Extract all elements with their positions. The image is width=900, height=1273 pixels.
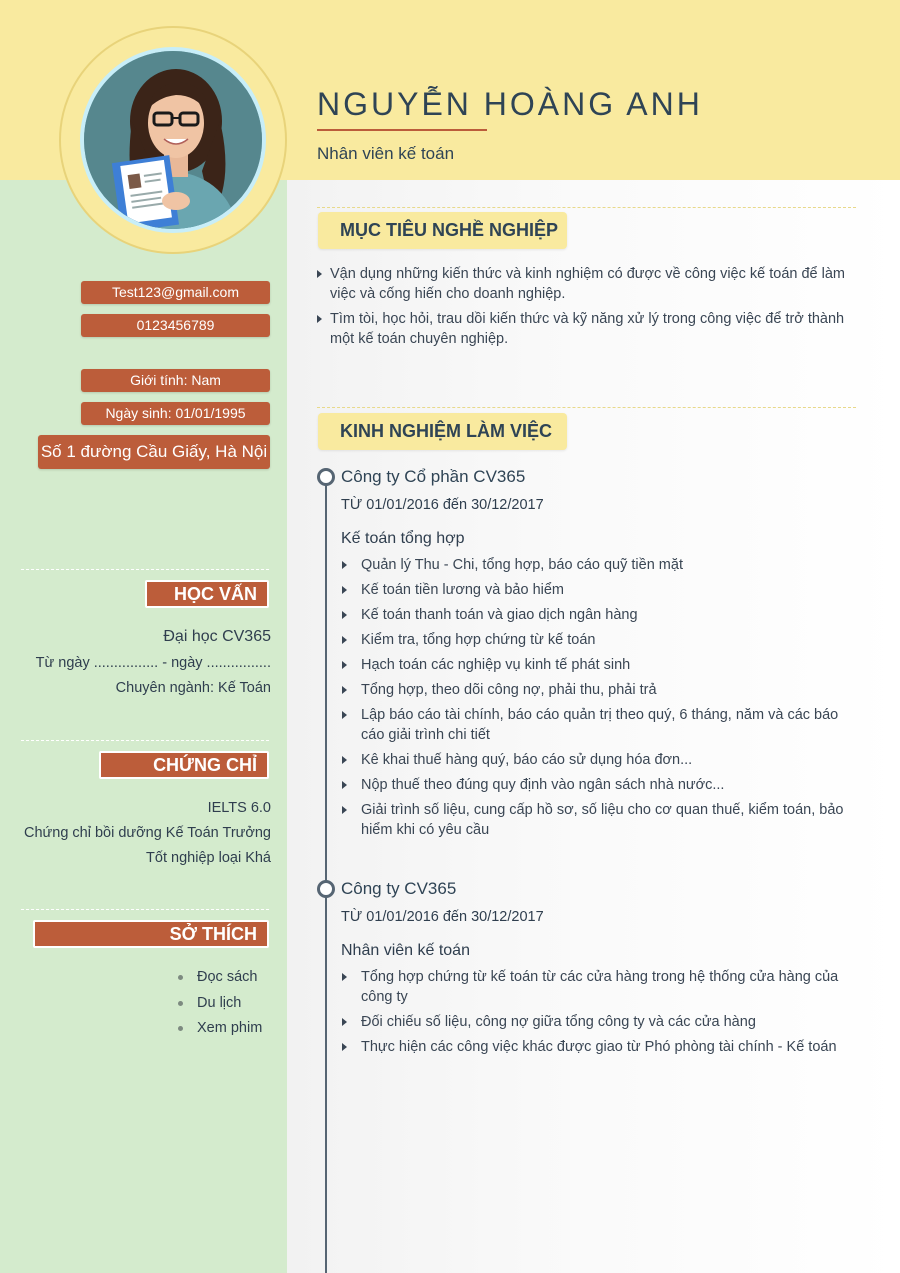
task-text: Kê khai thuế hàng quý, báo cáo sử dụng hóa đơn... (361, 752, 693, 768)
task-item (341, 967, 851, 1007)
caret-right-icon (342, 686, 347, 694)
caret-right-icon (317, 270, 322, 278)
job-period: TỪ 01/01/2016 đến 30/12/2017 (341, 909, 544, 925)
caret-right-icon (342, 756, 347, 764)
education-period: Từ ngày ................ - ngày ................ (35, 655, 271, 671)
timeline-line (325, 477, 327, 1273)
job-role: Kế toán tổng hợp (341, 530, 465, 547)
task-item (341, 555, 851, 575)
email-pill[interactable]: Test123@gmail.com (81, 281, 270, 304)
hobby-item (178, 1020, 262, 1036)
caret-right-icon (342, 1018, 347, 1026)
task-item (341, 655, 851, 675)
gender-pill: Giới tính: Nam (81, 369, 270, 392)
phone-pill: 0123456789 (81, 314, 270, 337)
task-text: Lập báo cáo tài chính, báo cáo quản trị theo quý, 6 tháng, năm và các báo cáo giải trình chi tiết (361, 707, 839, 743)
caret-right-icon (342, 636, 347, 644)
task-item (341, 750, 851, 770)
education-major: Chuyên ngành: Kế Toán (115, 680, 271, 696)
education-heading: HỌC VẤN (145, 580, 269, 608)
objective-item (317, 264, 847, 304)
job-role: Nhân viên kế toán (341, 942, 470, 959)
task-text: Nộp thuế theo đúng quy định vào ngân sách nhà nước... (361, 777, 725, 793)
task-item (341, 1012, 851, 1032)
task-item (341, 1037, 851, 1057)
caret-right-icon (317, 315, 322, 323)
task-text: Quản lý Thu - Chi, tổng hợp, báo cáo quỹ tiền mặt (361, 557, 683, 573)
objective-item (317, 309, 847, 349)
task-text: Kiểm tra, tổng hợp chứng từ kế toán (361, 632, 596, 648)
task-text: Giải trình số liệu, cung cấp hồ sơ, số liệu cho cơ quan thuế, kiểm toán, bảo hiểm khi có yêu cầu (361, 802, 844, 838)
divider (21, 569, 269, 570)
task-item (341, 800, 851, 840)
hobby-label: Đọc sách (197, 969, 258, 985)
caret-right-icon (342, 611, 347, 619)
task-item (341, 680, 851, 700)
caret-right-icon (342, 586, 347, 594)
job-period: TỪ 01/01/2016 đến 30/12/2017 (341, 497, 544, 513)
task-text: Tổng hợp chứng từ kế toán từ các cửa hàng trong hệ thống cửa hàng của công ty (361, 969, 839, 1005)
task-item (341, 580, 851, 600)
objective-heading: MỤC TIÊU NGHỀ NGHIỆP (318, 212, 567, 249)
caret-right-icon (342, 711, 347, 719)
education-school: Đại học CV365 (163, 628, 271, 645)
task-text: Kế toán thanh toán và giao dịch ngân hàng (361, 607, 638, 623)
caret-right-icon (342, 973, 347, 981)
company-name: Công ty CV365 (341, 879, 457, 898)
task-text: Đối chiếu số liệu, công nợ giữa tổng công ty và các cửa hàng (361, 1014, 756, 1030)
task-item (341, 630, 851, 650)
experience-heading: KINH NGHIỆM LÀM VIỆC (318, 413, 567, 450)
caret-right-icon (342, 806, 347, 814)
certificate-item: Chứng chỉ bồi dưỡng Kế Toán Trưởng (24, 825, 271, 841)
address-pill: Số 1 đường Cầu Giấy, Hà Nội (38, 435, 270, 469)
hobby-label: Du lịch (197, 995, 242, 1011)
task-text: Tổng hợp, theo dõi công nợ, phải thu, phải trả (361, 682, 657, 698)
task-item (341, 705, 851, 745)
bullet-icon (178, 1026, 183, 1031)
bullet-icon (178, 1001, 183, 1006)
certificates-heading: CHỨNG CHỈ (99, 751, 269, 779)
task-item (341, 605, 851, 625)
hobbies-heading: SỞ THÍCH (33, 920, 269, 948)
divider (21, 740, 269, 741)
bullet-icon (178, 975, 183, 980)
divider (317, 407, 856, 408)
task-text: Kế toán tiền lương và bảo hiểm (361, 582, 565, 598)
caret-right-icon (342, 1043, 347, 1051)
name-underline (317, 129, 487, 131)
left-sidebar (0, 180, 287, 1273)
caret-right-icon (342, 661, 347, 669)
avatar (80, 47, 266, 233)
objective-text: Tìm tòi, học hỏi, trau dồi kiến thức và kỹ năng xử lý trong công việc để trở thành một kế toán chuyên nghiệp. (330, 311, 845, 347)
hobby-label: Xem phim (197, 1020, 263, 1036)
job-title: Nhân viên kế toán (317, 144, 455, 163)
divider (317, 207, 856, 208)
company-name: Công ty Cổ phần CV365 (341, 467, 526, 486)
caret-right-icon (342, 781, 347, 789)
timeline-node-icon (317, 468, 335, 486)
caret-right-icon (342, 561, 347, 569)
timeline-node-icon (317, 880, 335, 898)
objective-text: Vận dụng những kiến thức và kinh nghiệm có được về công việc kế toán để làm việc và cống hiến cho doanh nghiệp. (330, 266, 846, 302)
birthday-pill: Ngày sinh: 01/01/1995 (81, 402, 270, 425)
certificate-item: IELTS 6.0 (207, 800, 271, 816)
task-text: Hạch toán các nghiệp vụ kinh tế phát sinh (361, 657, 631, 673)
certificate-item: Tốt nghiệp loại Khá (146, 850, 271, 866)
task-text: Thực hiện các công việc khác được giao từ Phó phòng tài chính - Kế toán (361, 1039, 837, 1055)
divider (21, 909, 269, 910)
hobby-item (178, 995, 241, 1011)
hobby-item (178, 969, 257, 985)
task-item (341, 775, 851, 795)
candidate-name: NGUYỄN HOÀNG ANH (317, 86, 703, 122)
